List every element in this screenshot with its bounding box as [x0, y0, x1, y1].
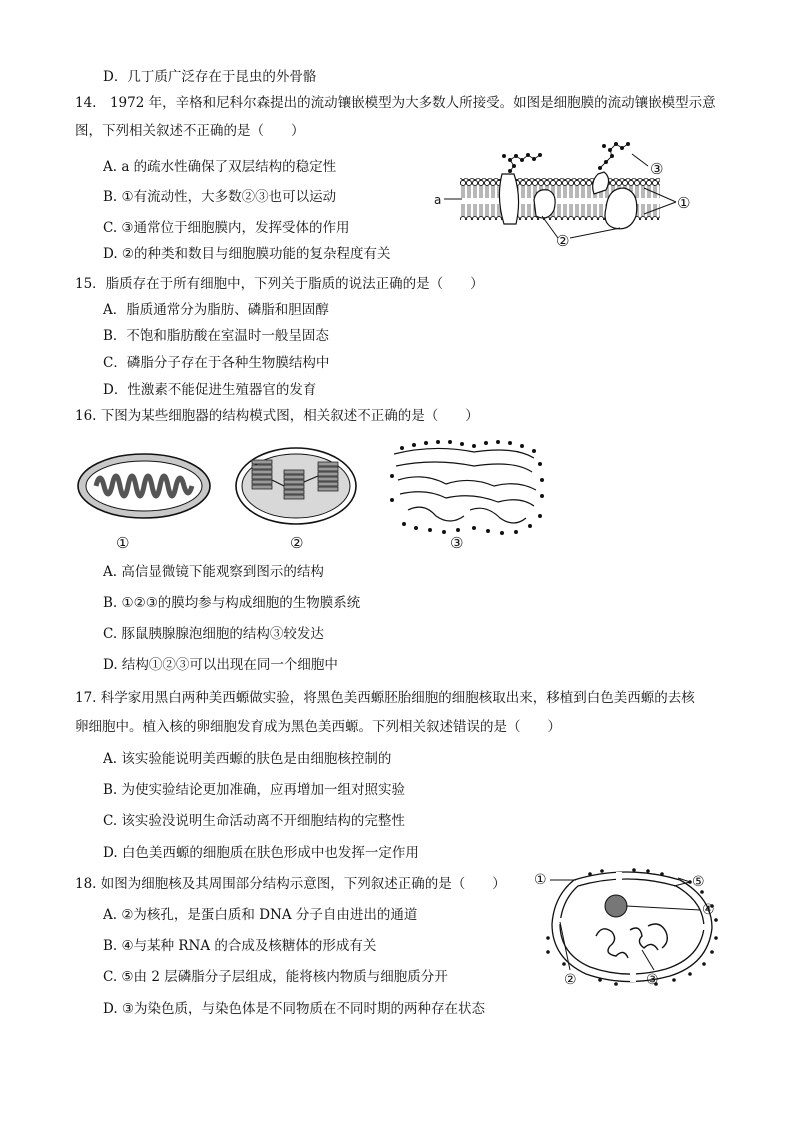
membrane-label-three: ③ [650, 160, 664, 178]
q18-option-a: A. ②为核孔，是蛋白质和 DNA 分子自由进出的通道 [103, 907, 418, 923]
q17-option-c: C. 该实验没说明生命活动离不开细胞结构的完整性 [103, 813, 405, 829]
q18-option-b: B. ④与某种 RNA 的合成及核糖体的形成有关 [103, 938, 377, 954]
q16-option-d: D. 结构①②③可以出现在同一个细胞中 [103, 657, 338, 673]
q16-option-b: B. ①②③的膜均参与构成细胞的生物膜系统 [103, 595, 361, 611]
q17-stem-line1: 17. 科学家用黑白两种美西螈做实验，将黑色美西螈胚胎细胞的细胞核取出来，移植到白色美西螈的去核 [75, 690, 695, 706]
q16-stem: 16. 下图为某些细胞器的结构模式图，相关叙述不正确的是（ ） [75, 408, 479, 424]
q17-option-d: D. 白色美西螈的细胞质在肤色形成中也发挥一定作用 [103, 845, 419, 861]
q13-option-d: D．几丁质广泛存在于昆虫的外骨骼 [103, 69, 317, 85]
q15-option-b: B．不饱和脂肪酸在室温时一般呈固态 [103, 328, 329, 344]
q15-option-d: D．性激素不能促进生殖器官的发育 [103, 382, 317, 398]
q17-stem-line2: 卵细胞中。植入核的卵细胞发育成为黑色美西螈。下列相关叙述错误的是（ ） [75, 719, 561, 735]
nucleus-label-5: ⑤ [692, 874, 705, 890]
q17-option-a: A. 该实验能说明美西螈的肤色是由细胞核控制的 [103, 751, 392, 767]
q14-stem-line1: 14. 1972 年，辛格和尼科尔森提出的流动镶嵌模型为大多数人所接受。如图是细胞膜的流动镶嵌模型示意 [75, 95, 716, 111]
organelle-label-1: ① [116, 534, 130, 552]
nucleus-label-3: ③ [646, 972, 659, 988]
organelle-label-2: ② [290, 534, 304, 552]
q16-option-c: C. 豚鼠胰腺腺泡细胞的结构③较发达 [103, 626, 324, 642]
q17-option-b: B. 为使实验结论更加准确，应再增加一组对照实验 [103, 782, 406, 798]
q18-option-c: C. ⑤由 2 层磷脂分子层组成，能将核内物质与细胞质分开 [103, 969, 448, 985]
nucleus-label-4: ④ [702, 902, 715, 918]
organelle-diagram [74, 436, 548, 554]
q14-option-d: D. ②的种类和数目与细胞膜功能的复杂程度有关 [103, 246, 391, 262]
q16-option-a: A. 高信显微镜下能观察到图示的结构 [103, 564, 324, 580]
q15-option-a: A．脂质通常分为脂肪、磷脂和胆固醇 [103, 302, 329, 318]
membrane-label-two: ② [556, 232, 570, 250]
q15-stem: 15．脂质存在于所有细胞中，下列关于脂质的说法正确的是（ ） [75, 276, 484, 292]
membrane-label-one: ① [677, 194, 691, 212]
q18-stem: 18. 如图为细胞核及其周围部分结构示意图，下列叙述正确的是（ ） [75, 876, 506, 892]
nucleus-diagram [530, 866, 726, 988]
q14-option-b: B. ①有流动性，大多数②③也可以运动 [103, 189, 337, 205]
membrane-diagram [430, 138, 710, 250]
membrane-label-a: a [434, 193, 442, 207]
q18-option-d: D. ③为染色质，与染色体是不同物质在不同时期的两种存在状态 [103, 1001, 486, 1017]
nucleus-label-2: ② [564, 972, 577, 988]
q15-option-c: C．磷脂分子存在于各种生物膜结构中 [103, 355, 330, 371]
q14-option-a: A. a 的疏水性确保了双层结构的稳定性 [103, 159, 337, 175]
organelle-label-3: ③ [450, 534, 464, 552]
q14-stem-line2: 图，下列相关叙述不正确的是（ ） [75, 123, 305, 139]
nucleus-label-1: ① [534, 872, 547, 888]
q14-option-c: C. ③通常位于细胞膜内，发挥受体的作用 [103, 220, 350, 236]
